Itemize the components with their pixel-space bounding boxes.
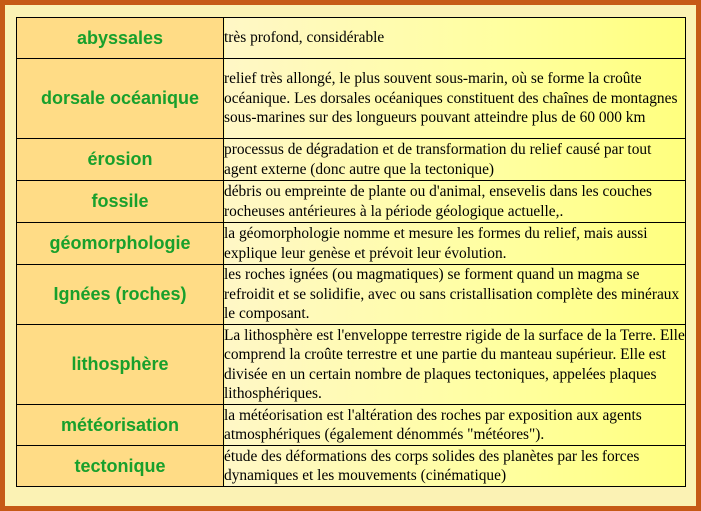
glossary-row xyxy=(17,223,686,265)
glossary-panel xyxy=(5,5,696,506)
glossary-term: tectonique xyxy=(17,446,224,487)
glossary-term: abyssales xyxy=(17,18,224,59)
glossary-definition: très profond, considérable xyxy=(224,18,686,59)
glossary-term: dorsale océanique xyxy=(17,59,224,139)
glossary-row xyxy=(17,181,686,223)
glossary-row xyxy=(17,446,686,487)
glossary-term: météorisation xyxy=(17,405,224,446)
glossary-row xyxy=(17,18,686,59)
glossary-row xyxy=(17,59,686,139)
glossary-definition: la météorisation est l'altération des roches par exposition aux agents atmosphériques (également dénommés "météores"). xyxy=(224,405,686,446)
glossary-definition: relief très allongé, le plus souvent sous-marin, où se forme la croûte océanique. Les dorsales océaniques constituent des chaînes de montagnes sous-marines sur des longueurs pouvant atteindre plus de 60 000 km xyxy=(224,59,686,139)
glossary-definition: étude des déformations des corps solides des planètes par les forces dynamiques et les mouvements (cinématique) xyxy=(224,446,686,487)
glossary-definition: processus de dégradation et de transformation du relief causé par tout agent externe (donc autre que la tectonique) xyxy=(224,139,686,181)
glossary-term: érosion xyxy=(17,139,224,181)
glossary-term: lithosphère xyxy=(17,325,224,405)
glossary-row xyxy=(17,325,686,405)
glossary-definition: débris ou empreinte de plante ou d'animal, ensevelis dans les couches rocheuses antérieures à la période géologique actuelle,. xyxy=(224,181,686,223)
glossary-row xyxy=(17,139,686,181)
glossary-table xyxy=(16,17,686,487)
glossary-definition: la géomorphologie nomme et mesure les formes du relief, mais aussi explique leur genèse et prévoit leur évolution. xyxy=(224,223,686,265)
glossary-term: Ignées (roches) xyxy=(17,265,224,325)
glossary-row xyxy=(17,265,686,325)
glossary-row xyxy=(17,405,686,446)
glossary-term: fossile xyxy=(17,181,224,223)
glossary-definition: les roches ignées (ou magmatiques) se forment quand un magma se refroidit et se solidifie, avec ou sans cristallisation complète des minéraux le composant. xyxy=(224,265,686,325)
glossary-term: géomorphologie xyxy=(17,223,224,265)
glossary-definition: La lithosphère est l'enveloppe terrestre rigide de la surface de la Terre. Elle comprend la croûte terrestre et une partie du manteau supérieur. Elle est divisée en un certain nombre de plaques tectoniques, appelées plaques lithosphériques. xyxy=(224,325,686,405)
